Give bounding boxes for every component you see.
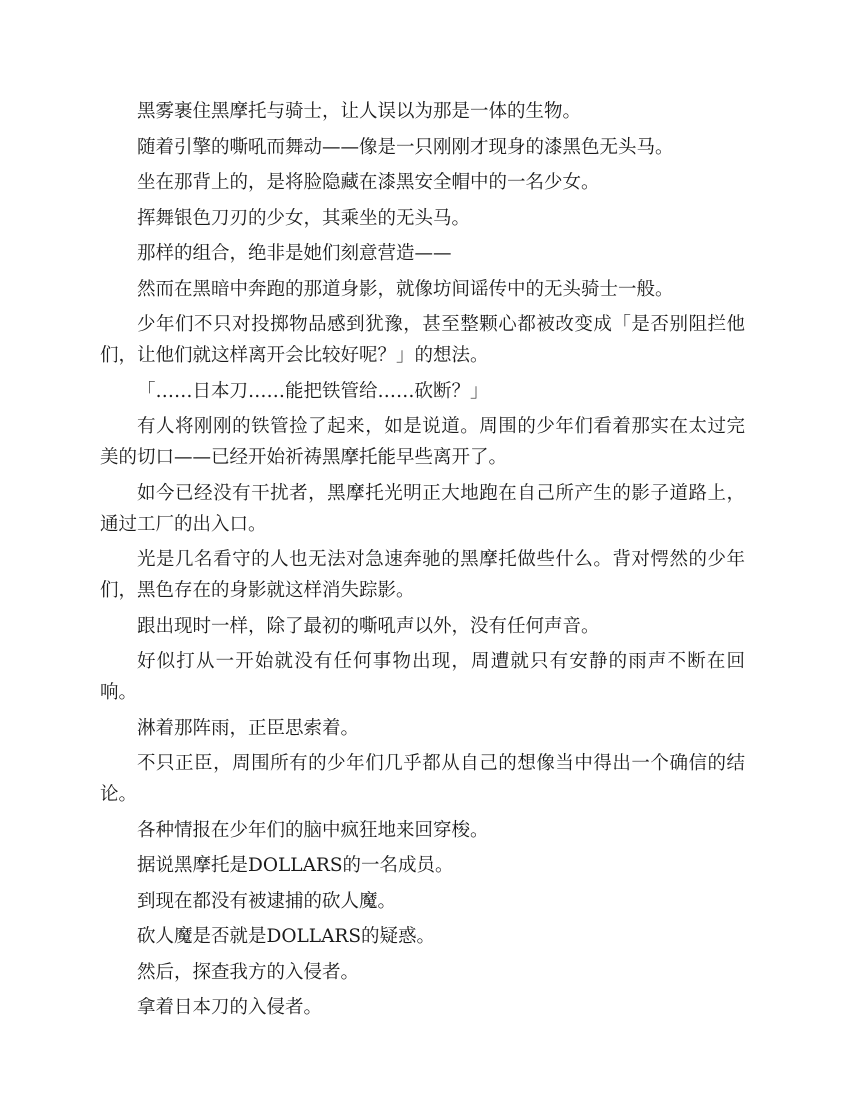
paragraph: 如今已经没有干扰者，黑摩托光明正大地跑在自己所产生的影子道路上，通过工厂的出入口。 (100, 482, 745, 535)
paragraph: 挥舞银色刀刃的少女，其乘坐的无头马。 (137, 207, 471, 229)
paragraph: 光是几名看守的人也无法对急速奔驰的黑摩托做些什么。背对愕然的少年们，黑色存在的身影就这样消失踪影。 (100, 549, 745, 601)
paragraph: 然后，探查我方的入侵者。 (137, 961, 360, 983)
paragraph: 砍人魔是否就是DOLLARS的疑惑。 (137, 926, 436, 947)
paragraph: 少年们不只对投掷物品感到犹豫，甚至整颗心都被改变成「是否别阻拦他们，让他们就这样离开会比较好呢？」的想法。 (100, 314, 745, 366)
paragraph: 到现在都没有被逮捕的砍人魔。 (137, 890, 397, 912)
paragraph: 随着引擎的嘶吼而舞动——像是一只刚刚才现身的漆黑色无头马。 (137, 136, 674, 158)
paragraph: 淋着那阵雨，正臣思索着。 (137, 717, 360, 739)
paragraph: 拿着日本刀的入侵者。 (137, 997, 323, 1018)
paragraph: 「……日本刀……能把铁管给……砍断？」 (137, 380, 489, 402)
document-page (100, 96, 745, 1028)
paragraph: 跟出现时一样，除了最初的嘶吼声以外，没有任何声音。 (137, 615, 600, 637)
paragraph: 黑雾裹住黑摩托与骑士，让人误以为那是一体的生物。 (137, 101, 582, 122)
paragraph: 那样的组合，绝非是她们刻意营造—— (137, 243, 452, 264)
paragraph: 据说黑摩托是DOLLARS的一名成员。 (137, 855, 454, 876)
paragraph: 坐在那背上的，是将脸隐藏在漆黑安全帽中的一名少女。 (137, 172, 600, 193)
paragraph: 然而在黑暗中奔跑的那道身影，就像坊间谣传中的无头骑士一般。 (137, 278, 674, 300)
paragraph: 好似打从一开始就没有任何事物出现，周遭就只有安静的雨声不断在回响。 (100, 651, 745, 703)
paragraph: 各种情报在少年们的脑中疯狂地来回穿梭。 (137, 819, 489, 841)
paragraph: 有人将刚刚的铁管捡了起来，如是说道。周围的少年们看着那实在太过完美的切口——已经开始祈祷黑摩托能早些离开了。 (100, 416, 745, 468)
paragraph: 不只正臣，周围所有的少年们几乎都从自己的想像当中得出一个确信的结论。 (100, 753, 745, 805)
